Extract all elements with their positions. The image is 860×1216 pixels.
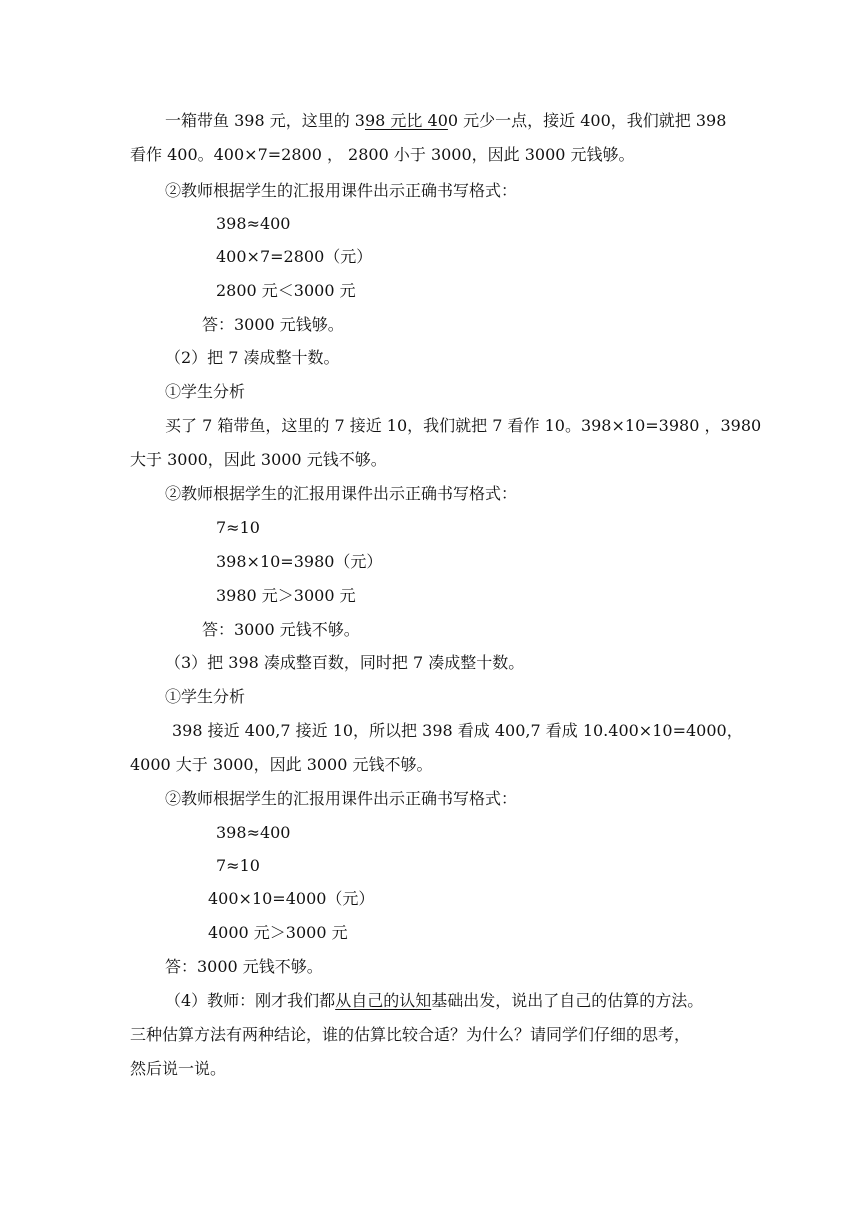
formula-line: 398≈400 (216, 214, 291, 233)
step-heading: ①学生分析 (165, 382, 246, 401)
text-span: （4）教师：刚才我们都 (165, 991, 336, 1010)
formula-line: 398≈400 (216, 823, 291, 842)
underlined-text: 从自己的认知 (335, 991, 432, 1010)
formula-line: 400×10=4000（元） (208, 889, 375, 908)
step-heading: ①学生分析 (165, 687, 246, 706)
paragraph-line (165, 110, 726, 132)
paragraph-line: 看作 400。400×7=2800 ， 2800 小于 3000，因此 3000 元钱够。 (130, 145, 635, 164)
section-heading: （2）把 7 凑成整十数。 (165, 348, 340, 367)
answer-line: 答：3000 元钱够。 (202, 315, 344, 334)
formula-line: 4000 元＞3000 元 (208, 923, 348, 942)
underlined-text: 98 元比 40 (364, 111, 448, 130)
paragraph-line: 三种估算方法有两种结论，谁的估算比较合适？为什么？请同学们仔细的思考， (130, 1025, 691, 1044)
formula-line: 398×10=3980（元） (216, 552, 383, 571)
text-span: 基础出发，说出了自己的估算的方法。 (431, 991, 704, 1010)
section-heading: （3）把 398 凑成整百数，同时把 7 凑成整十数。 (165, 653, 525, 672)
formula-line: 7≈10 (216, 856, 260, 875)
paragraph-line: 大于 3000，因此 3000 元钱不够。 (130, 450, 387, 469)
paragraph-line: 然后说一说。 (130, 1059, 227, 1078)
formula-line: 2800 元＜3000 元 (216, 281, 356, 300)
formula-line: 7≈10 (216, 518, 260, 537)
paragraph-line (165, 990, 703, 1012)
step-heading: ②教师根据学生的汇报用课件出示正确书写格式： (165, 789, 518, 808)
step-heading: ②教师根据学生的汇报用课件出示正确书写格式： (165, 484, 518, 503)
formula-line: 400×7=2800（元） (216, 247, 373, 266)
answer-line: 答：3000 元钱不够。 (165, 957, 323, 976)
text-span: 一箱带鱼 398 元，这里的 3 (165, 111, 365, 130)
paragraph-line: 398 接近 400,7 接近 10，所以把 398 看成 400,7 看成 10.400×10=4000， (172, 721, 743, 740)
step-heading: ②教师根据学生的汇报用课件出示正确书写格式： (165, 181, 518, 200)
text-span: 0 元少一点，接近 400，我们就把 398 (447, 111, 727, 130)
paragraph-line: 4000 大于 3000，因此 3000 元钱不够。 (130, 755, 433, 774)
formula-line: 3980 元＞3000 元 (216, 586, 356, 605)
answer-line: 答：3000 元钱不够。 (202, 620, 360, 639)
paragraph-line: 买了 7 箱带鱼，这里的 7 接近 10，我们就把 7 看作 10。398×10=3980 ，3980 (165, 416, 762, 435)
